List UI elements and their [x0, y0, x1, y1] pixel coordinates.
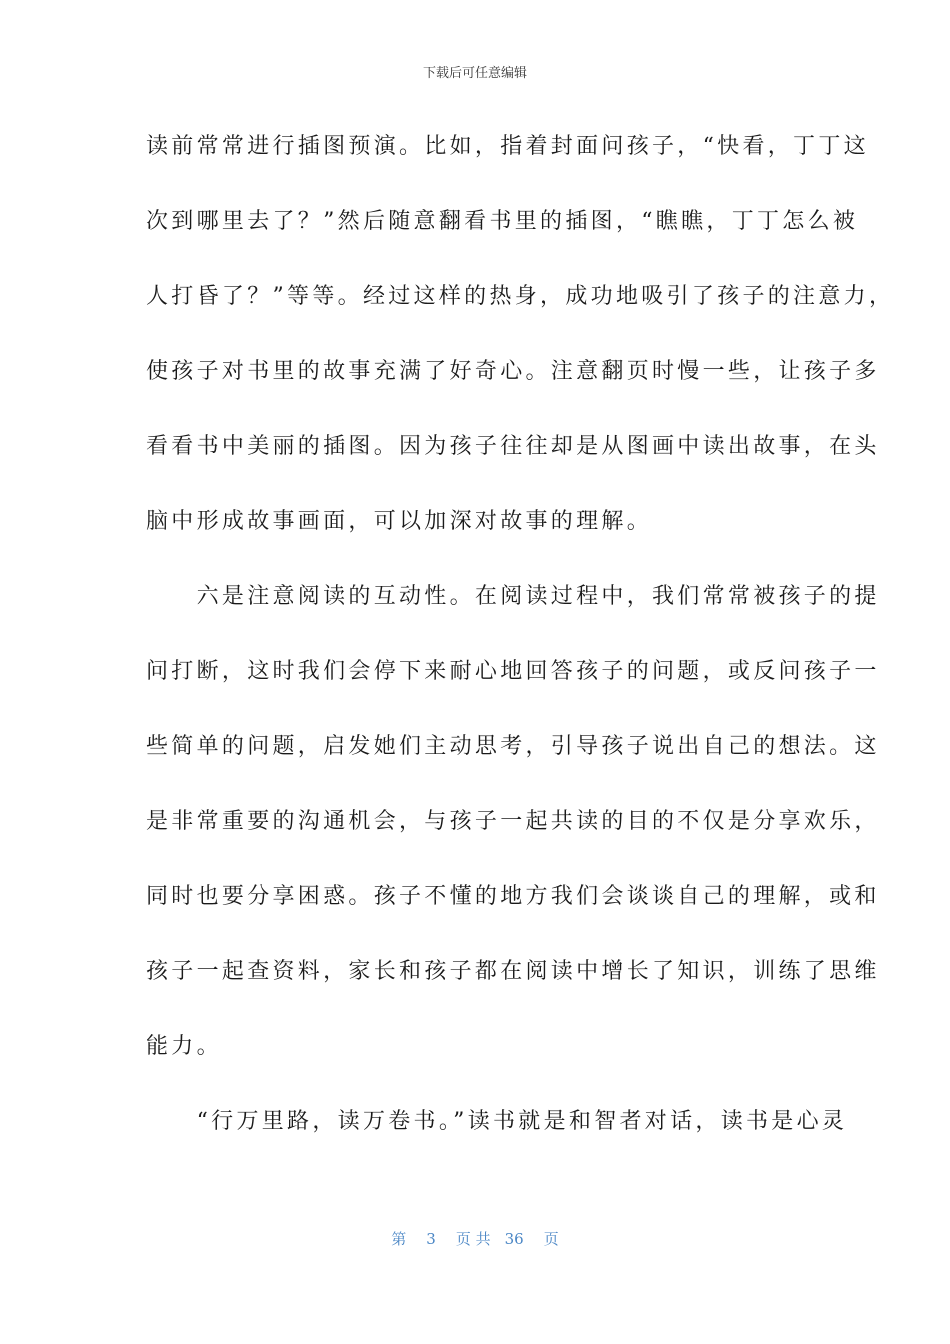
body-line: 六是注意阅读的互动性。在阅读过程中，我们常常被孩子的提: [146, 584, 880, 609]
body-line: 同时也要分享困惑。孩子不懂的地方我们会谈谈自己的理解，或和: [146, 884, 880, 909]
body-line: 读前常常进行插图预演。比如，指着封面问孩子，“快看，丁丁这: [146, 134, 869, 159]
body-line: 脑中形成故事画面，可以加深对故事的理解。: [146, 509, 653, 534]
body-line: 使孩子对书里的故事充满了好奇心。注意翻页时慢一些，让孩子多: [146, 359, 880, 384]
footer-total-pages: 36: [504, 1230, 524, 1248]
body-line: 些简单的问题，启发她们主动思考，引导孩子说出自己的想法。这: [146, 734, 880, 759]
body-line: 是非常重要的沟通机会，与孩子一起共读的目的不仅是分享欢乐，: [146, 809, 880, 834]
page-footer: [0, 1229, 950, 1249]
footer-prefix: 第: [391, 1230, 407, 1248]
body-line: 孩子一起查资料，家长和孩子都在阅读中增长了知识，训练了思维: [146, 959, 880, 984]
body-line: 能力。: [146, 1034, 222, 1059]
body-line: 人打昏了？”等等。经过这样的热身，成功地吸引了孩子的注意力，: [146, 284, 895, 309]
document-body: [146, 124, 895, 1174]
footer-mid: 页 共: [455, 1230, 491, 1248]
page-header-note: 下载后可任意编辑: [422, 66, 527, 81]
body-line: “行万里路，读万卷书。”读书就是和智者对话，读书是心灵: [146, 1109, 848, 1134]
body-line: 问打断，这时我们会停下来耐心地回答孩子的问题，或反问孩子一: [146, 659, 880, 684]
body-line: 次到哪里去了？”然后随意翻看书里的插图，“瞧瞧，丁丁怎么被: [146, 209, 859, 234]
footer-suffix: 页: [543, 1230, 559, 1248]
body-line: 看看书中美丽的插图。因为孩子往往却是从图画中读出故事，在头: [146, 434, 880, 459]
footer-page-number: 3: [426, 1230, 436, 1248]
